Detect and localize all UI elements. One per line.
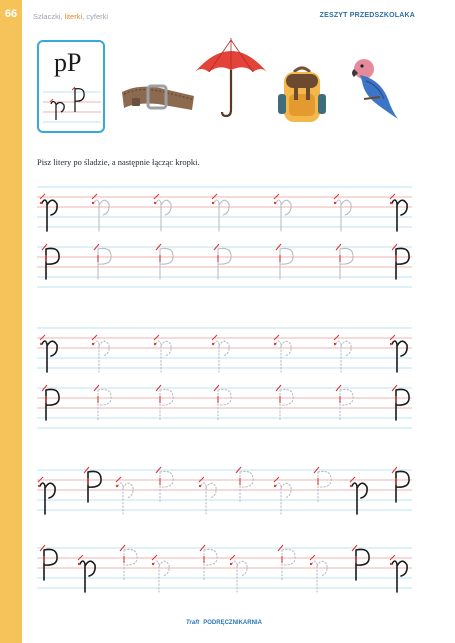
capital-p-letter [340, 389, 353, 420]
small-p-letter [214, 200, 229, 231]
start-mark [154, 335, 159, 340]
start-dot [390, 202, 392, 204]
instruction-text: Pisz litery po śladzie, a następnie łącząc kropki. [37, 157, 200, 167]
start-mark [154, 194, 159, 199]
letter-card-big-letters: pP [54, 48, 82, 77]
start-dot [310, 563, 312, 565]
start-dot [92, 202, 94, 204]
start-dot [38, 485, 40, 487]
small-p-letter [276, 341, 291, 372]
start-dot [274, 343, 276, 345]
series-title: ZESZYT PRZEDSZKOLAKA [319, 12, 415, 19]
small-p-letter [214, 341, 229, 372]
subtitle-part1: Szlaczki, [33, 12, 65, 21]
start-mark [40, 335, 45, 340]
small-p-letter [201, 483, 216, 514]
capital-p-letter [356, 549, 369, 580]
small-p-letter [40, 483, 55, 514]
capital-p-letter [204, 549, 217, 580]
start-mark [390, 194, 395, 199]
start-dot [116, 485, 118, 487]
capital-p-letter [396, 471, 409, 502]
start-mark [230, 555, 235, 560]
capital-p-letter [282, 549, 295, 580]
capital-p-letter [98, 389, 111, 420]
start-mark [78, 555, 83, 560]
start-dot [274, 202, 276, 204]
footer-logo [186, 620, 262, 626]
start-dot [212, 343, 214, 345]
small-p-letter [42, 200, 57, 231]
footer-brand: Traft [186, 620, 200, 626]
start-dot [334, 343, 336, 345]
capital-p-letter [88, 471, 101, 502]
capital-p-letter [218, 389, 231, 420]
start-dot [230, 563, 232, 565]
small-p-letter [276, 483, 291, 514]
start-mark [199, 477, 204, 482]
page-number: 66 [4, 8, 18, 20]
capital-p-letter [318, 471, 331, 502]
capital-p-letter [160, 389, 173, 420]
small-p-letter [94, 200, 109, 231]
start-mark [152, 555, 157, 560]
capital-p-letter [396, 248, 409, 279]
capital-p-letter [98, 248, 111, 279]
start-mark [310, 555, 315, 560]
footer-brand2: PODRĘCZNIKARNIA [203, 620, 262, 626]
capital-p-letter [240, 471, 253, 502]
subtitle-highlight: literki [64, 12, 83, 21]
start-mark [390, 555, 395, 560]
capital-p-letter [46, 389, 59, 420]
start-dot [390, 343, 392, 345]
start-dot [78, 563, 80, 565]
capital-p-letter [124, 549, 137, 580]
start-dot [154, 202, 156, 204]
start-dot [334, 202, 336, 204]
start-dot [350, 485, 352, 487]
small-p-letter [156, 200, 171, 231]
start-dot [92, 343, 94, 345]
start-mark [212, 335, 217, 340]
subtitle-part2: , cyferki [82, 12, 109, 21]
capital-p-letter [396, 389, 409, 420]
small-p-letter [154, 561, 169, 592]
start-mark [116, 477, 121, 482]
small-p-letter [392, 341, 407, 372]
small-p-letter [156, 341, 171, 372]
start-dot [199, 485, 201, 487]
start-dot [40, 343, 42, 345]
start-mark [334, 194, 339, 199]
capital-p-letter [160, 471, 173, 502]
start-dot [390, 563, 392, 565]
capital-p-letter [340, 248, 353, 279]
capital-p-letter [280, 389, 293, 420]
small-p-letter [118, 483, 133, 514]
start-mark [274, 335, 279, 340]
small-p-letter [276, 200, 291, 231]
start-mark [92, 194, 97, 199]
small-p-letter [392, 561, 407, 592]
small-p-letter [352, 483, 367, 514]
start-dot [212, 202, 214, 204]
start-mark [40, 194, 45, 199]
capital-p-letter [46, 248, 59, 279]
small-p-letter [336, 341, 351, 372]
capital-p-letter [280, 248, 293, 279]
start-mark [274, 477, 279, 482]
start-dot [274, 485, 276, 487]
small-p-letter [336, 200, 351, 231]
start-mark [212, 194, 217, 199]
capital-p-letter [44, 549, 57, 580]
start-mark [390, 335, 395, 340]
start-mark [92, 335, 97, 340]
capital-p-letter [218, 248, 231, 279]
start-mark [38, 477, 43, 482]
small-p-letter [312, 561, 327, 592]
small-p-letter [80, 561, 95, 592]
start-mark [274, 194, 279, 199]
small-p-letter [392, 200, 407, 231]
start-dot [40, 202, 42, 204]
start-mark [334, 335, 339, 340]
small-p-letter [94, 341, 109, 372]
small-p-letter [42, 341, 57, 372]
start-dot [154, 343, 156, 345]
start-mark [350, 477, 355, 482]
small-p-letter [232, 561, 247, 592]
start-dot [152, 563, 154, 565]
capital-p-letter [160, 248, 173, 279]
